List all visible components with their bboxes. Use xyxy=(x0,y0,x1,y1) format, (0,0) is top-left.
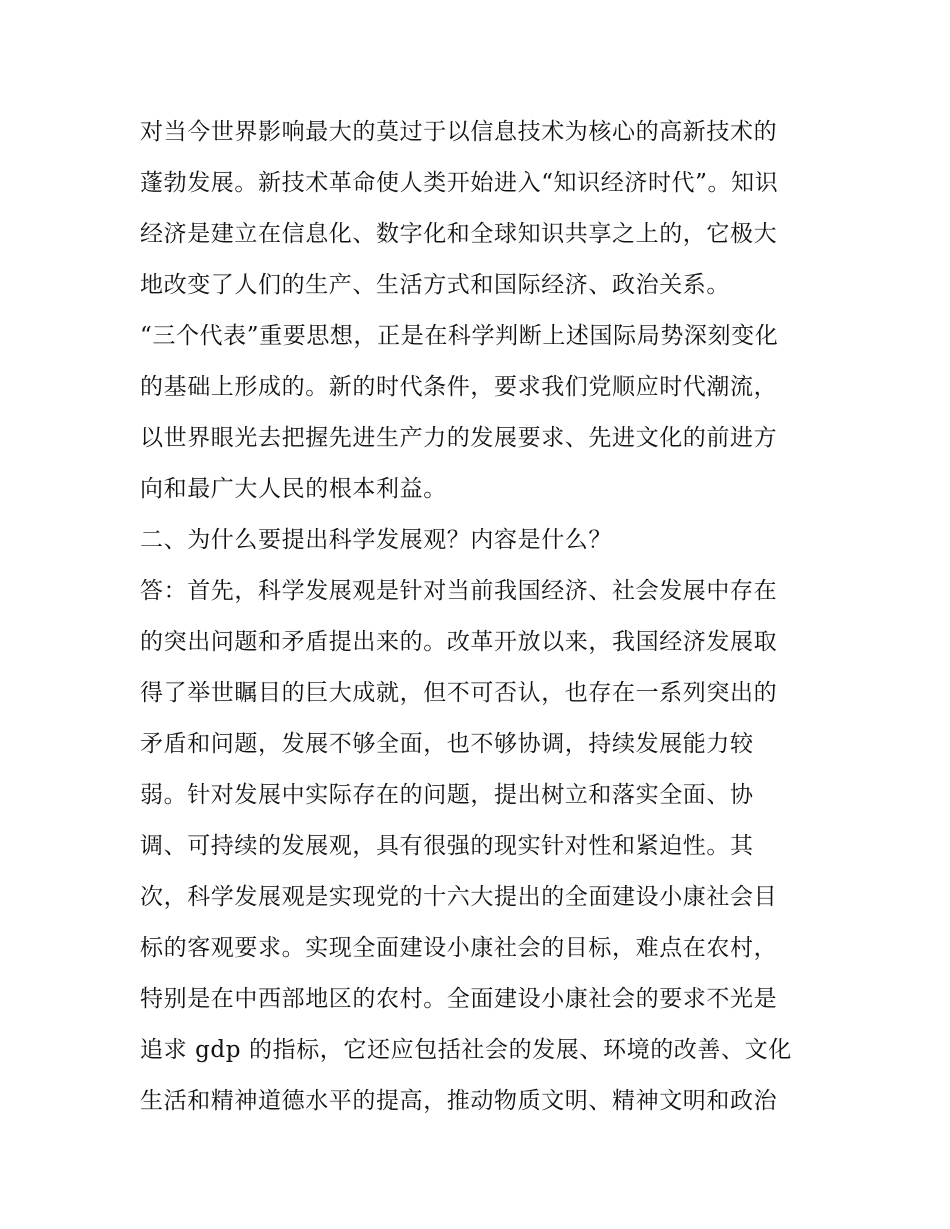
text-line: 得了举世瞩目的巨大成就，但不可否认，也存在一系列突出的 xyxy=(140,680,778,706)
text-line: 追求 gdp 的指标，它还应包括社会的发展、环境的改善、文化 xyxy=(140,1037,792,1063)
text-line: 的基础上形成的。新的时代条件，要求我们党顺应时代潮流， xyxy=(140,374,778,400)
text-line: 次，科学发展观是实现党的十六大提出的全面建设小康社会目 xyxy=(140,884,778,910)
text-line: 生活和精神道德水平的提高，推动物质文明、精神文明和政治 xyxy=(140,1088,778,1114)
text-line: 矛盾和问题，发展不够全面，也不够协调，持续发展能力较 xyxy=(140,731,754,757)
text-line: 的突出问题和矛盾提出来的。改革开放以来，我国经济发展取 xyxy=(140,629,778,655)
text-line: “三个代表”重要思想，正是在科学判断上述国际局势深刻变化 xyxy=(140,323,779,349)
text-line: 调、可持续的发展观，具有很强的现实针对性和紧迫性。其 xyxy=(140,833,754,859)
text-line: 答：首先，科学发展观是针对当前我国经济、社会发展中存在 xyxy=(140,578,778,604)
text-line: 以世界眼光去把握先进生产力的发展要求、先进文化的前进方 xyxy=(140,425,778,451)
text-line: 经济是建立在信息化、数字化和全球知识共享之上的，它极大 xyxy=(140,221,778,247)
text-line: 对当今世界影响最大的莫过于以信息技术为核心的高新技术的 xyxy=(140,119,778,145)
text-line: 弱。针对发展中实际存在的问题，提出树立和落实全面、协 xyxy=(140,782,754,808)
text-line: 地改变了人们的生产、生活方式和国际经济、政治关系。 xyxy=(140,272,730,298)
text-line: 特别是在中西部地区的农村。全面建设小康社会的要求不光是 xyxy=(140,986,778,1012)
text-line: 蓬勃发展。新技术革命使人类开始进入“知识经济时代”。知识 xyxy=(140,170,779,196)
body-text xyxy=(140,107,816,1127)
text-line: 标的客观要求。实现全面建设小康社会的目标，难点在农村， xyxy=(140,935,778,961)
section-heading: 二、为什么要提出科学发展观？内容是什么？ xyxy=(140,527,612,553)
text-line: 向和最广大人民的根本利益。 xyxy=(140,476,447,502)
